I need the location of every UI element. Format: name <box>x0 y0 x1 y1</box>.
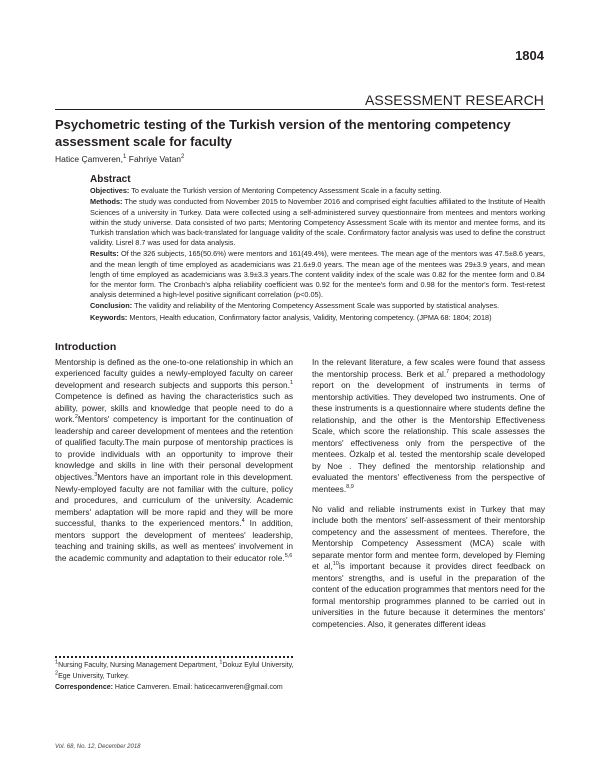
reference-mark: 8,9 <box>346 484 354 491</box>
affiliation-text: Nursing Faculty, Nursing Management Department, <box>58 662 218 669</box>
abstract-keywords <box>90 313 545 323</box>
affiliation-line <box>55 661 295 672</box>
conclusion-label: Conclusion: <box>90 301 133 311</box>
intro-text: Competence is defined as having the characteristics such as ability, power, skills and knowledge that people need to do a work. <box>55 391 293 425</box>
body-text: prepared a methodology report on the development of instruments in terms of mentorship activities. They developed two instruments. One of these instruments is a questionnaire where students define the relationship, and the other is the Mentorship Effectiveness Scale, which score the relationship. This scale assesses the mentors' effectiveness only from the perspective of the mentees. Özkalp et al. tested the mentorship scale developed by Noe . They defined the mentorship relationship and evaluated the mentors' effectiveness from the perspective of mentees. <box>312 368 545 495</box>
abstract-heading: Abstract <box>90 174 131 185</box>
author-name: Hatice Çamveren, <box>55 154 124 164</box>
keywords-label: Keywords: <box>90 312 128 322</box>
affiliation-text: Dokuz Eylul University, <box>222 662 294 669</box>
correspondence-text: Hatice Camveren. Email: haticecamveren@gmail.com <box>114 683 283 691</box>
reference-mark: 7 <box>446 368 450 375</box>
right-column <box>312 357 545 631</box>
affiliation-mark: 1 <box>219 659 223 666</box>
methods-text: The study was conducted from November 2015 to November 2016 and comprised eight faculties affiliated to the Institute of Health Sciences of a university in Turkey. Data were collected using a self-administered survey questionnaire from mentees and mentors working within the study universe. Data consisted of two parts; Mentoring Competency Assessment Scale with its mentor and mentee forms, and its Turkish translation which was back-translated for language validity of the scale. Confirmatory factor analysis was used to define the construct validity. Lisrel 8.7 was used for data analysis. <box>90 197 546 248</box>
results-text: Of the 326 subjects, 165(50.6%) were mentors and 161(49.4%), were mentees. The mean age of the mentors was 47.5±8.6 years, and the mean length of time employed as academicians was 21.6±9.0 years. The mean age of the mentees was 29±3.9 years, and mean length of time employed as academicians was 3.9±3.3 years.The content validity index of the scale was 0.82 for the mentee form and 0.84 for the mentor form. The Cronbach's alpha reliability coefficient was 0.92 for the mentee's form and 0.98 for the mentor's form. Test-retest analysis determined a high-level positive significant correlation (p<0.05). <box>90 249 545 300</box>
abstract-methods <box>90 197 545 248</box>
intro-text: Mentors' competency is important for the continuation of leadership and career development of mentees and the retention of qualified faculty.The main purpose of mentorship practices is to provide individuals with an opportunity to improve their knowledge and skills in line with their personal development objectives. <box>55 414 294 483</box>
affiliations <box>55 661 295 693</box>
reference-mark: 1 <box>289 379 293 386</box>
affiliation-mark: 1 <box>55 659 59 666</box>
intro-text: Mentorship is defined as the one-to-one relationship in which an experienced faculty guides a newly-employed faculty on career development and research subjects and supports this person. <box>55 356 293 390</box>
reference-mark: 4 <box>241 518 245 525</box>
reference-mark: 3 <box>94 472 98 479</box>
intro-text: Mentors have an important role in this development. Newly-employed faculty are not familiar with the culture, policy and procedures, and curriculum of the university. Academic members' adaptation will be more rapid and they will be more successful, thanks to the experienced mentors. <box>55 472 293 529</box>
body-text: In the relevant literature, a few scales were found that assess the mentorship process. Berk et al. <box>312 357 545 379</box>
reference-mark: 5,6 <box>284 553 293 560</box>
correspondence-label: Correspondence: <box>55 683 113 691</box>
body-paragraph <box>312 357 545 496</box>
intro-text: In addition, mentors support the development of mentees' leadership, teaching and training skills, as well as mentees' involvement in the academic community and adaptation to their educator role. <box>55 518 293 563</box>
affiliation-line <box>55 672 295 683</box>
body-text: No valid and reliable instruments exist in Turkey that may include both the mentors' self-assessment of their mentorship competency and the assessment of mentees. Therefore, the Mentorship Competency Assessment (MCA) scale with separate mentor form and mentee form, developed by Fleming et al, <box>312 503 545 572</box>
left-column <box>55 342 293 564</box>
journal-footer: Vol. 68, No. 12, December 2018 <box>55 744 141 750</box>
section-label: ASSESSMENT RESEARCH <box>364 92 544 108</box>
abstract <box>90 175 545 324</box>
article-title: Psychometric testing of the Turkish version of the mentoring competency assessment scale for faculty <box>55 117 511 149</box>
results-label: Results: <box>90 249 119 259</box>
correspondence-line <box>55 683 295 694</box>
author-list <box>55 154 184 164</box>
section-divider <box>55 109 545 110</box>
abstract-conclusion <box>90 301 545 311</box>
reference-mark: 10 <box>332 561 339 568</box>
conclusion-text: The validity and reliability of the Mentoring Competency Assessment Scale was supported by statistical analyses. <box>134 301 500 311</box>
body-paragraph <box>312 504 545 631</box>
page-number: 1804 <box>515 48 544 63</box>
objectives-text: To evaluate the Turkish version of Mentoring Competency Assessment Scale in a faculty setting. <box>131 186 442 196</box>
author-name: Fahriye Vatan <box>128 154 182 164</box>
abstract-results <box>90 249 545 300</box>
body-text: is important because it provides direct feedback on mentors' strengths, and is useful in the preparation of the content of the education programmes that mentors need for the formal mentorship programmes planned to be carried out in universities in the future because it determines the mentors' competencies. Also, it generates different ideas <box>312 561 545 630</box>
reference-mark: 2 <box>74 414 78 421</box>
author-affiliation-mark: 1 <box>123 154 127 161</box>
introduction-heading: Introduction <box>55 341 117 353</box>
keywords-text: Mentors, Health education, Confirmatory factor analysis, Validity, Mentoring competency. (JPMA 68: 1804; 2018) <box>129 312 492 322</box>
author-affiliation-mark: 2 <box>181 154 185 161</box>
affiliation-divider <box>55 656 293 658</box>
abstract-objectives <box>90 186 545 196</box>
introduction-paragraph <box>55 357 293 565</box>
objectives-label: Objectives: <box>90 186 130 196</box>
methods-label: Methods: <box>90 197 123 207</box>
affiliation-text: Ege University, Turkey. <box>58 672 129 680</box>
affiliation-mark: 2 <box>55 670 59 677</box>
